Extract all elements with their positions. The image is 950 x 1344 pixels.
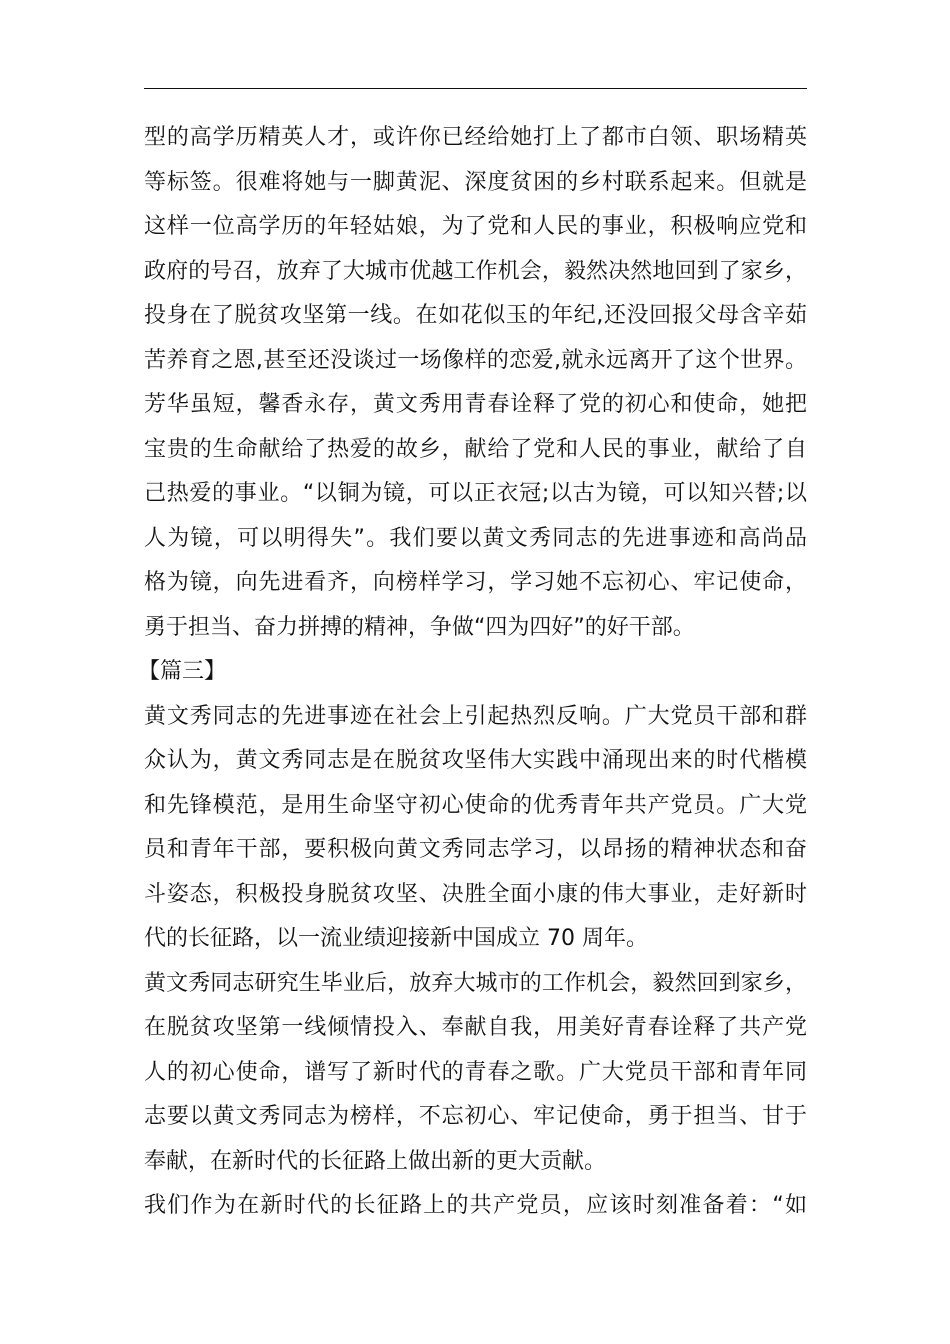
- text-line: 芳华虽短，馨香永存，黄文秀用青春诠释了党的初心和使命，她把: [144, 392, 807, 417]
- text-line: 己热爱的事业。“以铜为镜，可以正衣冠;以古为镜，可以知兴替;以: [144, 481, 807, 506]
- text-line: 宝贵的生命献给了热爱的故乡，献给了党和人民的事业，献给了自: [144, 436, 807, 462]
- text-line: 苦养育之恩,甚至还没谈过一场像样的恋爱,就永远离开了这个世界。: [144, 347, 807, 373]
- section-heading: 【篇三】: [138, 659, 227, 684]
- text-line: 这样一位高学历的年轻姑娘，为了党和人民的事业，积极响应党和: [144, 214, 807, 239]
- text-line: 等标签。很难将她与一脚黄泥、深度贫困的乡村联系起来。但就是: [144, 169, 807, 195]
- text-line: 奉献，在新时代的长征路上做出新的更大贡献。: [144, 1148, 607, 1174]
- text-line: 斗姿态，积极投身脱贫攻坚、决胜全面小康的伟大事业，走好新时: [144, 881, 807, 907]
- text-line: 格为镜，向先进看齐，向榜样学习，学习她不忘初心、牢记使命，: [144, 570, 807, 595]
- text-line: 投身在了脱贫攻坚第一线。在如花似玉的年纪,还没回报父母含辛茹: [144, 303, 807, 328]
- text-line: 代的长征路，以一流业绩迎接新中国成立 70 周年。: [144, 926, 648, 951]
- text-line: 志要以黄文秀同志为榜样，不忘初心、牢记使命，勇于担当、甘于: [144, 1104, 807, 1129]
- body-text: [138, 116, 807, 1229]
- text-line: 员和青年干部，要积极向黄文秀同志学习，以昂扬的精神状态和奋: [144, 837, 807, 862]
- text-line: 众认为，黄文秀同志是在脱贫攻坚伟大实践中涌现出来的时代楷模: [144, 748, 807, 773]
- text-line: 型的高学历精英人才，或许你已经给她打上了都市白领、职场精英: [144, 125, 807, 150]
- text-line: 和先锋模范，是用生命坚守初心使命的优秀青年共产党员。广大党: [144, 792, 807, 818]
- text-line: 黄文秀同志的先进事迹在社会上引起热烈反响。广大党员干部和群: [144, 703, 807, 729]
- text-line: 在脱贫攻坚第一线倾情投入、奉献自我，用美好青春诠释了共产党: [144, 1015, 807, 1040]
- text-line: 勇于担当、奋力拼搏的精神，争做“四为四好”的好干部。: [144, 614, 695, 640]
- text-line: 人的初心使命，谱写了新时代的青春之歌。广大党员干部和青年同: [144, 1059, 807, 1085]
- text-line: 人为镜，可以明得失”。我们要以黄文秀同志的先进事迹和高尚品: [144, 525, 807, 551]
- text-line: 我们作为在新时代的长征路上的共产党员，应该时刻准备着：“如: [144, 1193, 807, 1218]
- text-line: 政府的号召，放弃了大城市优越工作机会，毅然决然地回到了家乡，: [144, 258, 807, 284]
- text-line: 黄文秀同志研究生毕业后，放弃大城市的工作机会，毅然回到家乡，: [144, 970, 807, 996]
- header-rule: [144, 88, 807, 89]
